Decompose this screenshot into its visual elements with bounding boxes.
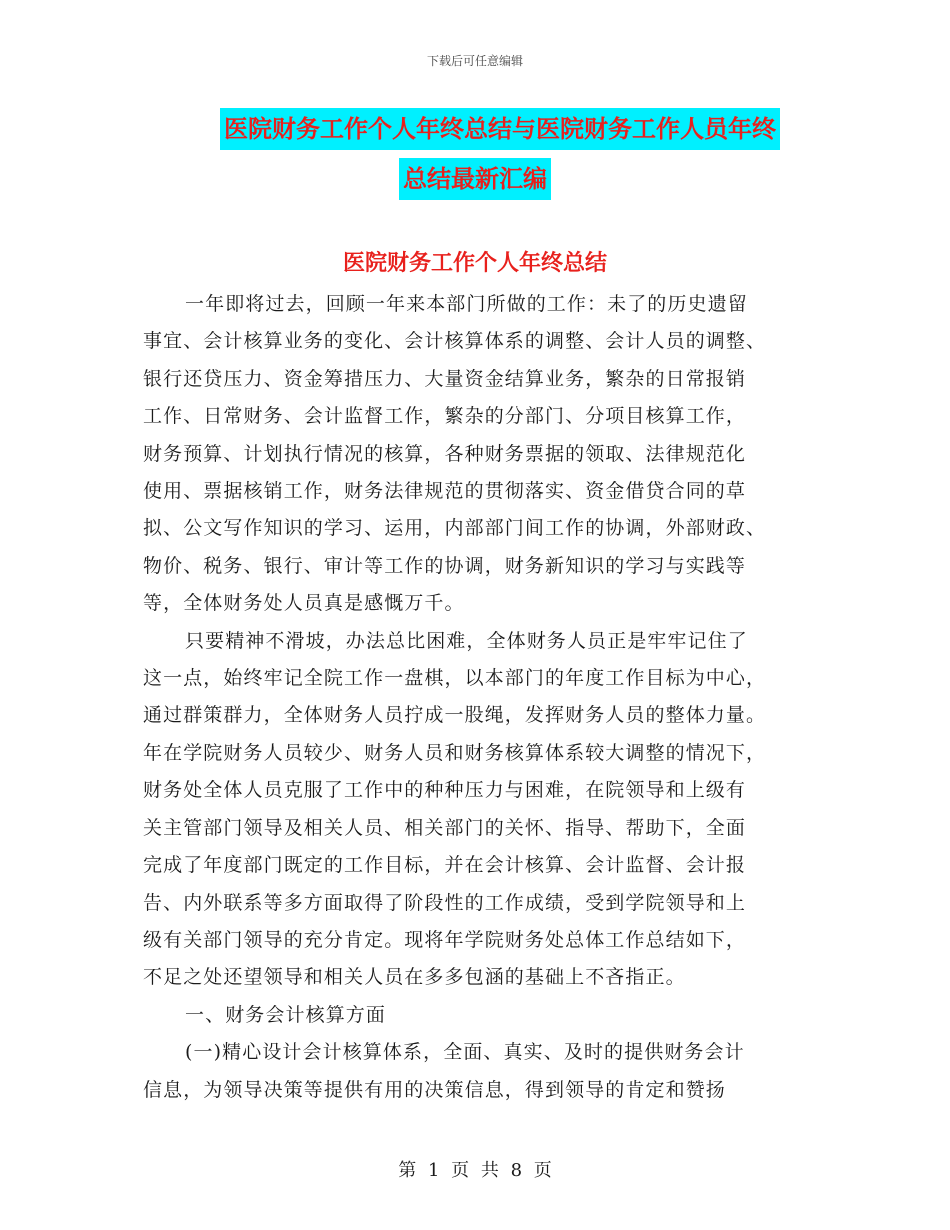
- paragraph-line: 物价、税务、银行、审计等工作的协调，财务新知识的学习与实践等: [143, 554, 747, 577]
- paragraph-line: 事宜、会计核算业务的变化、会计核算体系的调整、会计人员的调整、: [143, 330, 767, 353]
- header-note: 下载后可任意编辑: [426, 54, 523, 68]
- paragraph-line: 只要精神不滑坡，办法总比困难，全体财务人员正是牢牢记住了: [185, 629, 748, 652]
- paragraph-line: 告、内外联系等多方面取得了阶段性的工作成绩，受到学院领导和上: [143, 891, 747, 914]
- paragraph-line: 关主管部门领导及相关人员、相关部门的关怀、指导、帮助下，全面: [143, 816, 747, 839]
- paragraph-line: 不足之处还望领导和相关人员在多多包涵的基础上不吝指正。: [143, 966, 686, 989]
- paragraph-line: 信息，为领导决策等提供有用的决策信息，得到领导的肯定和赞扬: [143, 1078, 726, 1101]
- paragraph-line: 使用、票据核销工作，财务法律规范的贯彻落实、资金借贷合同的草: [143, 480, 747, 503]
- paragraph-line: (一)精心设计会计核算体系，全面、真实、及时的提供财务会计: [185, 1041, 745, 1064]
- paragraph-line: 财务处全体人员克服了工作中的种种压力与困难，在院领导和上级有: [143, 779, 747, 802]
- paragraph-line: 通过群策群力，全体财务人员拧成一股绳，发挥财务人员的整体力量。: [143, 704, 767, 727]
- section-heading: 一、财务会计核算方面: [185, 1003, 387, 1026]
- title-line-1: 医院财务工作个人年终总结与医院财务工作人员年终: [220, 108, 780, 150]
- title-line-2: 总结最新汇编: [399, 158, 551, 200]
- paragraph-line: 工作、日常财务、会计监督工作，繁杂的分部门、分项目核算工作，: [143, 405, 747, 428]
- body-text: [143, 286, 813, 1109]
- paragraph-line: 银行还贷压力、资金筹措压力、大量资金结算业务，繁杂的日常报销: [143, 367, 747, 390]
- paragraph-line: 拟、公文写作知识的学习、运用，内部部门间工作的协调，外部财政、: [143, 517, 767, 540]
- paragraph-line: 完成了年度部门既定的工作目标，并在会计核算、会计监督、会计报: [143, 854, 747, 877]
- section-title: 医院财务工作个人年终总结: [342, 251, 607, 276]
- document-title: [0, 108, 950, 200]
- paragraph-line: 等，全体财务处人员真是感慨万千。: [143, 592, 465, 615]
- paragraph-line: 财务预算、计划执行情况的核算，各种财务票据的领取、法律规范化: [143, 442, 747, 465]
- paragraph-line: 这一点，始终牢记全院工作一盘棋，以本部门的年度工作目标为中心，: [143, 667, 767, 690]
- paragraph-line: 年在学院财务人员较少、财务人员和财务核算体系较大调整的情况下，: [143, 741, 767, 764]
- paragraph-line: 级有关部门领导的充分肯定。现将年学院财务处总体工作总结如下，: [143, 928, 747, 951]
- page-footer: 第 1 页 共 8 页: [398, 1160, 552, 1181]
- paragraph-line: 一年即将过去，回顾一年来本部门所做的工作：未了的历史遗留: [185, 293, 748, 315]
